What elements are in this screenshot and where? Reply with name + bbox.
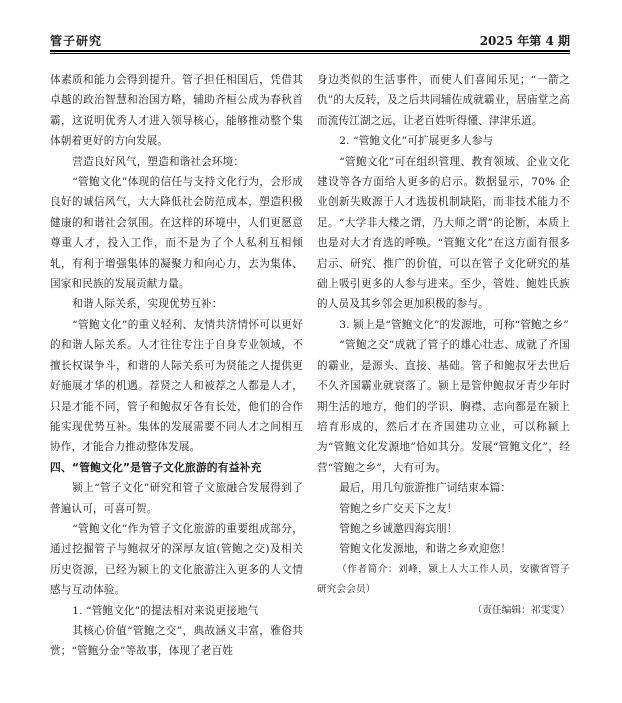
- paragraph: 营造良好风气，塑造和谐社会环境：: [72, 155, 245, 168]
- paragraph: “管鲍文化”作为管子文化旅游的重要组成部分，通过挖掘管子与鲍叔牙的深厚友谊(管鲍之交)及相关历史资源，已经为颍上的文化旅游注入更多的人文情感与互动体验。: [50, 522, 303, 597]
- paragraph: “管鲍文化”可在组织管理、教育领域、企业文化建设等各方面给人更多的启示。数据显示，70% 企业创新失败源于人才选拔机制缺陷，而非技术能力不足。“大学非大楼之谓，乃大师之谓”的论断，本质上也是对大才育选的呼唤。“管鲍文化”在这方面有很多启示、研究、推广的价值，可以在管子文化研究的基础上吸引更多的人参与进来。至少，管姓、鲍姓氏族的人员及其乡邻会更加积极的参与。: [317, 155, 570, 311]
- paragraph: 3. 颍上是“管鲍文化”的发源地，可称“管鲍之乡”: [339, 318, 569, 331]
- paragraph: “管鲍之交”成就了管子的雄心壮志、成就了齐国的霸业，是源头、直接、基础。管子和鲍叔牙去世后不久齐国霸业就衰落了。颍上是管仲鲍叔牙青少年时期生活的地方，他们的学识、胸襟、志向都是在颍上培育形成的，然后才在齐国建功立业，可以称颍上为“管鲍文化发源地”恰如其分。发展“管鲍文化”，经营“管鲍之乡”，大有可为。: [317, 339, 570, 474]
- issue-label: 2025 年第 4 期: [479, 34, 570, 48]
- left-column: [50, 70, 303, 662]
- right-column: [317, 70, 570, 621]
- paragraph: “管鲍文化”的重义轻利、友情共济情怀可以更好的和谐人际关系。人才往往专注于自身专业领域，不擅长权谋争斗，和谐的人际关系可为贤能之人提供更好施展才华的机遇。荐贤之人和被荐之人都是人才，只是才能不同，管子和鲍叔牙各有长处，他们的合作能实现优势互补。集体的发展需要不同人才之间相互协作，才能合力推动整体发展。: [50, 318, 303, 454]
- paragraph: 其核心价值“管鲍之交”，典故涵义丰富，雅俗共赏；“管鲍分金”等故事，体现了老百姓: [50, 624, 303, 658]
- paragraph: 体素质和能力会得到提升。管子担任相国后，凭借其卓越的政治智慧和治国方略，辅助齐桓公成为春秋首霸，这说明优秀人才进入领导核心，能够推动整个集体朝着更好的方向发展。: [50, 74, 303, 148]
- header-rule-thick: [50, 50, 570, 52]
- header-rule-thin: [50, 53, 570, 54]
- paragraph: 管鲍之乡诚邀四海宾朋！: [339, 522, 458, 535]
- paragraph: 最后，用几句旅游推广词结束本篇：: [339, 482, 512, 495]
- paragraph: 管鲍之乡广交天下之友！: [339, 502, 458, 515]
- author-note: （作者简介：刘峰，颍上人大工作人员，安徽省管子研究会会员）: [317, 563, 570, 596]
- paragraph: “管鲍文化”体现的信任与支持文化行为，会形成良好的诚信风气，大大降低社会防范成本，塑造积极健康的和谐社会氛围。在这样的环境中，人们更愿意尊重人才，投入工作，而不是为了个人私利互相倾轧，有利于增强集体的凝聚力和向心力，去为集体、国家和民族的发展贡献力量。: [50, 176, 303, 291]
- paragraph: 颍上“管子文化”研究和管子文旅融合发展得到了普遍认可，可喜可贺。: [50, 482, 303, 515]
- journal-name: 管子研究: [50, 34, 103, 48]
- paragraph: 1. “管鲍文化”的提法相对来说更接地气: [72, 604, 259, 617]
- editor-credit: （责任编辑：祁雯雯）: [472, 604, 570, 616]
- paragraph: 2. “管鲍文化”可扩展更多人参与: [339, 135, 494, 148]
- section-heading: 四、“管鲍文化”是管子文化旅游的有益补充: [50, 460, 262, 474]
- paragraph: 管鲍文化发源地，和谐之乡欢迎您！: [339, 543, 512, 556]
- page-header: [50, 32, 570, 48]
- paragraph: 身边类似的生活事件，而使人们喜闻乐见；“一箭之仇”的大反转，及之后共同辅佐成就霸业，居庙堂之高而流传江湖之远，让老百姓听得懂、津津乐道。: [317, 74, 570, 127]
- paragraph: 和谐人际关系，实现优势互补：: [72, 298, 223, 311]
